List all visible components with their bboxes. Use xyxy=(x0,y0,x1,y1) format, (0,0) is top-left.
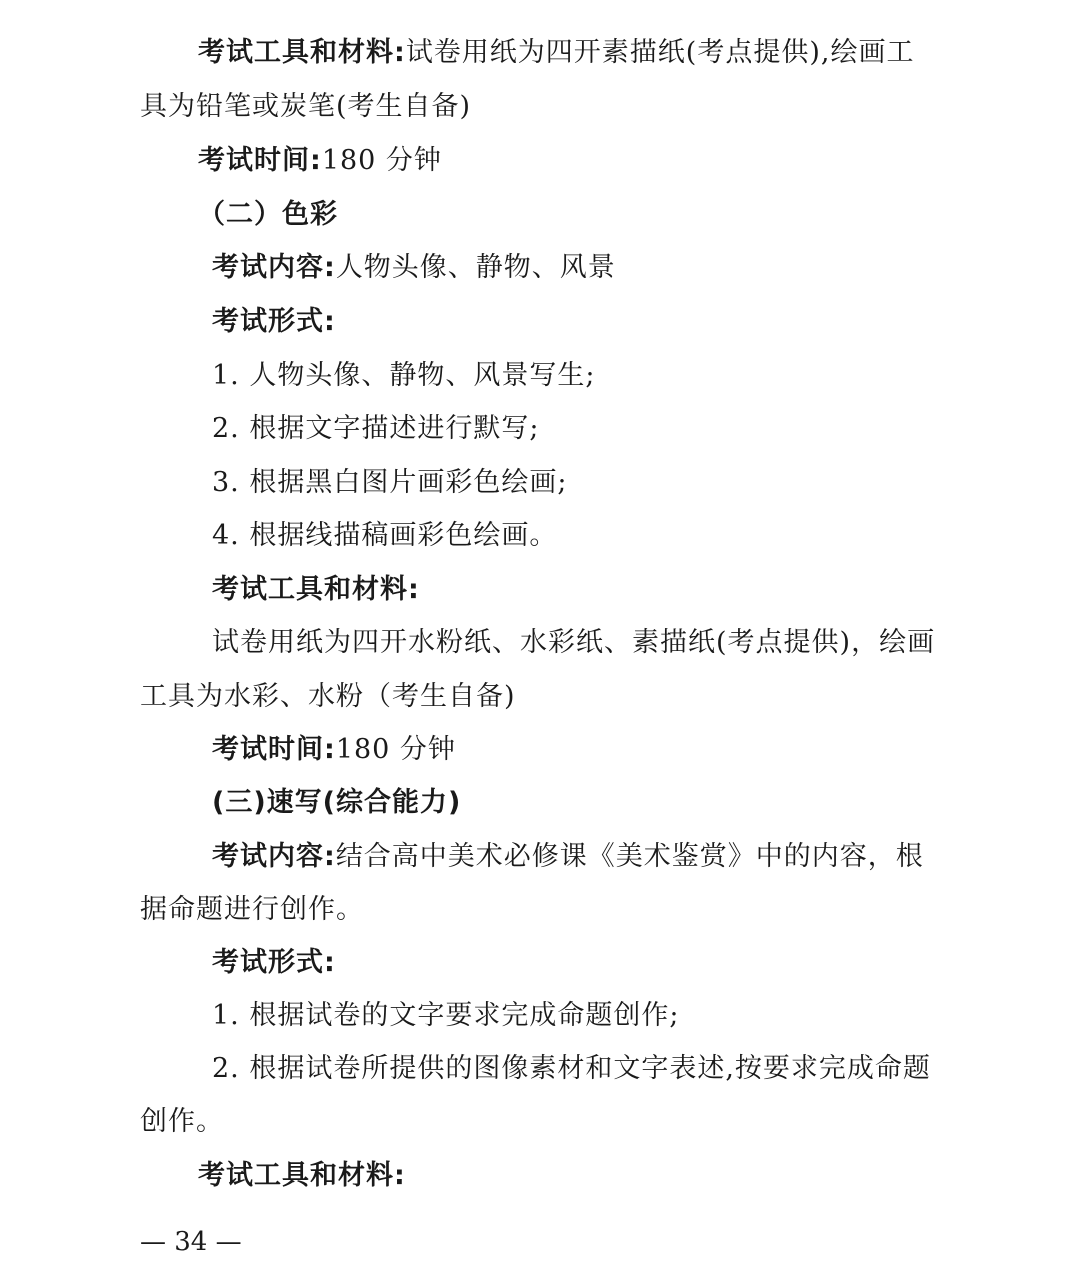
label: 考试形式: xyxy=(212,306,336,337)
section-heading-sketch xyxy=(212,786,1080,820)
line-tools-materials-2-cont xyxy=(140,680,1080,714)
list-item xyxy=(212,412,1080,446)
text: 人物头像、静物、风景 xyxy=(335,252,616,283)
line-exam-time-2 xyxy=(212,733,1080,767)
label: 考试工具和材料: xyxy=(198,37,406,68)
text: 2. 根据试卷所提供的图像素材和文字表述,按要求完成命题 xyxy=(212,1053,931,1084)
label: 考试工具和材料: xyxy=(212,574,420,605)
text: 4. 根据线描稿画彩色绘画。 xyxy=(212,520,558,551)
text: 3. 根据黑白图片画彩色绘画; xyxy=(212,467,568,498)
text: 1. 人物头像、静物、风景写生; xyxy=(212,360,596,391)
text: 据命题进行创作。 xyxy=(140,894,364,925)
line-exam-form-3 xyxy=(212,946,1080,980)
line-exam-content-3 xyxy=(212,840,1080,874)
text: 2. 根据文字描述进行默写; xyxy=(212,413,540,444)
text: 创作。 xyxy=(140,1106,224,1137)
text: 试卷用纸为四开素描纸(考点提供),绘画工 xyxy=(405,37,915,68)
label: 考试形式: xyxy=(212,947,336,978)
label: （二）色彩 xyxy=(198,199,338,230)
text: 180 分钟 xyxy=(335,734,456,765)
label: 考试内容: xyxy=(212,252,336,283)
line-tools-materials-1 xyxy=(198,36,1080,70)
text: 1. 根据试卷的文字要求完成命题创作; xyxy=(212,1000,680,1031)
line-exam-content-3-cont xyxy=(140,893,1080,927)
text: 180 分钟 xyxy=(321,145,442,176)
label: 考试时间: xyxy=(198,145,322,176)
label: (三)速写(综合能力) xyxy=(212,787,462,818)
page-number: — 34 — xyxy=(140,1227,242,1257)
list-item-cont xyxy=(140,1105,1080,1139)
line-exam-content-2 xyxy=(212,251,1080,285)
label: 考试工具和材料: xyxy=(198,1160,406,1191)
line-tools-materials-2 xyxy=(212,573,1080,607)
line-tools-materials-1-cont xyxy=(140,90,1080,124)
text: 具为铅笔或炭笔(考生自备) xyxy=(140,91,472,122)
list-item xyxy=(212,1052,1080,1086)
line-tools-materials-2-body xyxy=(212,626,1080,660)
line-exam-form-2 xyxy=(212,305,1080,339)
list-item xyxy=(212,999,1080,1033)
label: 考试内容: xyxy=(212,841,336,872)
list-item xyxy=(212,519,1080,553)
list-item xyxy=(212,359,1080,393)
section-heading-color xyxy=(198,198,1080,232)
line-tools-materials-3 xyxy=(198,1159,1080,1193)
label: 考试时间: xyxy=(212,734,336,765)
list-item xyxy=(212,466,1080,500)
line-exam-time-1 xyxy=(198,144,1080,178)
text: 工具为水彩、水粉（考生自备) xyxy=(140,681,516,712)
text: 结合高中美术必修课《美术鉴赏》中的内容，根 xyxy=(335,841,924,872)
text: 试卷用纸为四开水粉纸、水彩纸、素描纸(考点提供)，绘画 xyxy=(212,627,936,658)
